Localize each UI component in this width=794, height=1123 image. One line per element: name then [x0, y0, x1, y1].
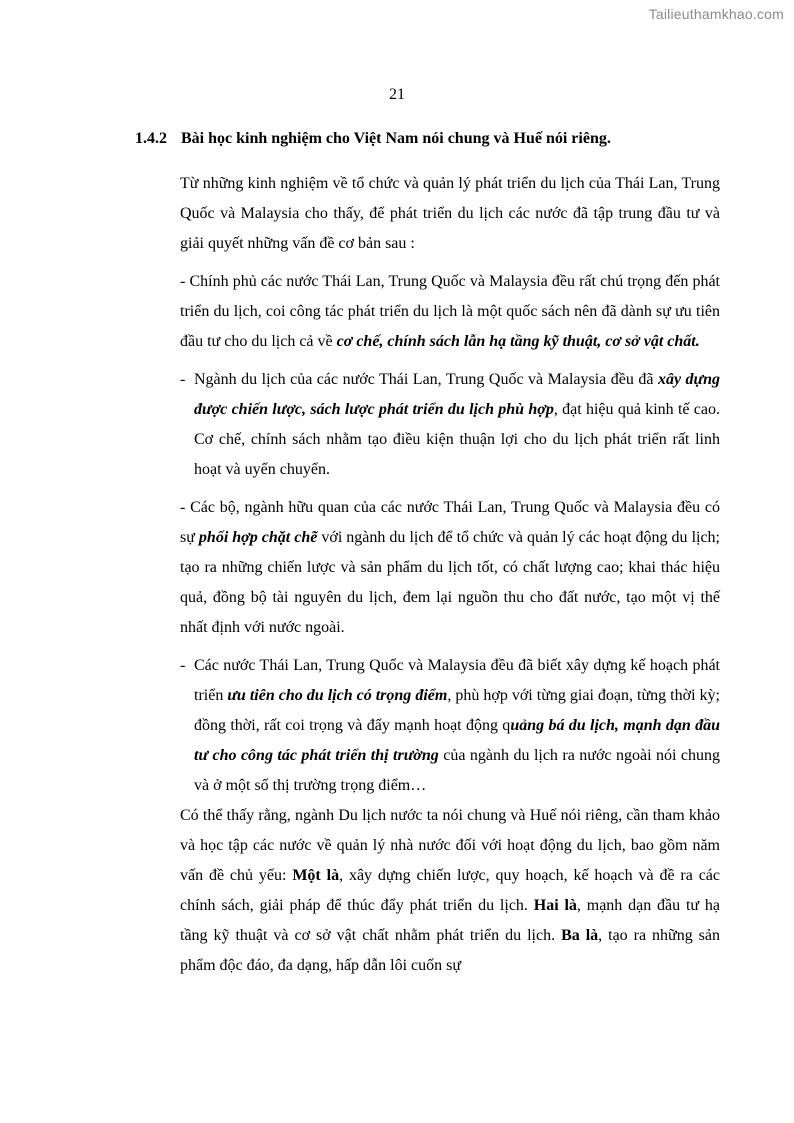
list-item-3	[180, 493, 720, 643]
summary-paragraph	[180, 801, 720, 981]
page-number: 21	[389, 86, 405, 103]
list-item-4-text-a: Các nước Thái Lan, Trung Quốc và Malaysia đều đã biết xây dựng kế hoạch phát triển	[194, 657, 720, 704]
list-item-2-text-b: , đạt hiệu quả kinh tế cao. Cơ chế, chính sách nhằm tạo điều kiện thuận lợi cho du lịch phát triển rất linh hoạt và uyển chuyển.	[194, 401, 720, 478]
section-title: Bài học kinh nghiệm cho Việt Nam nói chung và Huế nói riêng.	[181, 130, 611, 147]
list-item-1-text: - Chính phủ các nước Thái Lan, Trung Quốc và Malaysia đều rất chú trọng đến phát triển du lịch, coi công tác phát triển du lịch là một quốc sách nên đã dành sự ưu tiên đầu tư cho du lịch cả về	[180, 273, 720, 350]
list-item-1	[180, 267, 720, 357]
list-item-1-emphasis: cơ chế, chính sách lẫn hạ tầng kỹ thuật, cơ sở vật chất.	[336, 333, 700, 350]
list-item-4-dash: -	[180, 657, 186, 674]
list-item-4-text-c: của ngành du lịch ra nước ngoài nói chung và ở một số thị trường trọng điểm…	[194, 747, 720, 794]
list-item-2-body	[194, 365, 720, 485]
section-heading	[135, 130, 611, 148]
summary-bold-c: Ba là	[561, 927, 599, 944]
summary-bold-b: Hai là	[533, 897, 577, 914]
summary-text-c: , mạnh dạn đầu tư hạ tầng kỹ thuật và cơ sở vật chất nhằm phát triển du lịch.	[180, 897, 721, 944]
summary-text-b: , xây dựng chiến lược, quy hoạch, kế hoạch và đề ra các chính sách, giải pháp để thúc đẩy phát triển du lịch.	[180, 867, 721, 914]
list-item-2-dash: -	[180, 371, 186, 388]
summary-text-a: Có thể thấy rằng, ngành Du lịch nước ta nói chung và Huế nói riêng, cần tham khảo và học tập các nước về quản lý nhà nước đối với hoạt động du lịch, bao gồm năm vấn đề chủ yếu:	[180, 807, 720, 884]
list-item-3-text-b: với ngành du lịch để tổ chức và quản lý các hoạt động du lịch; tạo ra những chiến lược và sản phẩm du lịch tốt, có chất lượng cao; khai thác hiệu quả, đồng bộ tài nguyên du lịch, đem lại nguồn thu cho đất nước, tạo một vị thế nhất định với nước ngoài.	[180, 529, 721, 636]
watermark-text: Tailieuthamkhao.com	[648, 6, 784, 22]
list-item-4-body	[194, 651, 720, 801]
list-item-3-text-a: - Các bộ, ngành hữu quan của các nước Thái Lan, Trung Quốc và Malaysia đều có sự	[180, 499, 720, 546]
intro-paragraph: Từ những kinh nghiệm về tổ chức và quản lý phát triển du lịch của Thái Lan, Trung Quốc và Malaysia cho thấy, để phát triển du lịch các nước đã tập trung đầu tư và giải quyết những vấn đề cơ bản sau :	[180, 175, 720, 252]
list-item-4-emphasis-a: ưu tiên cho du lịch có trọng điểm	[227, 687, 448, 704]
document-body	[180, 169, 720, 981]
summary-bold-a: Một là	[292, 867, 340, 884]
section-number: 1.4.2	[135, 130, 167, 147]
summary-text-d: , tạo ra những sản phẩm độc đáo, đa dạng, hấp dẫn lôi cuốn sự	[180, 927, 720, 974]
list-item-4-text-b: , phù hợp với từng giai đoạn, từng thời kỳ; đồng thời, rất coi trọng và đẩy mạnh hoạt động q	[194, 687, 721, 734]
list-item-2	[180, 365, 720, 485]
list-item-2-text-a: Ngành du lịch của các nước Thái Lan, Trung Quốc và Malaysia đều đã	[194, 371, 658, 388]
list-item-3-emphasis: phối hợp chặt chẽ	[198, 529, 318, 546]
list-item-4	[180, 651, 720, 801]
list-item-4-emphasis-b: uảng bá du lịch, mạnh dạn đầu tư cho công tác phát triển thị trường	[194, 717, 721, 764]
list-item-2-emphasis: xây dựng được chiến lược, sách lược phát triển du lịch phù hợp	[194, 371, 721, 418]
